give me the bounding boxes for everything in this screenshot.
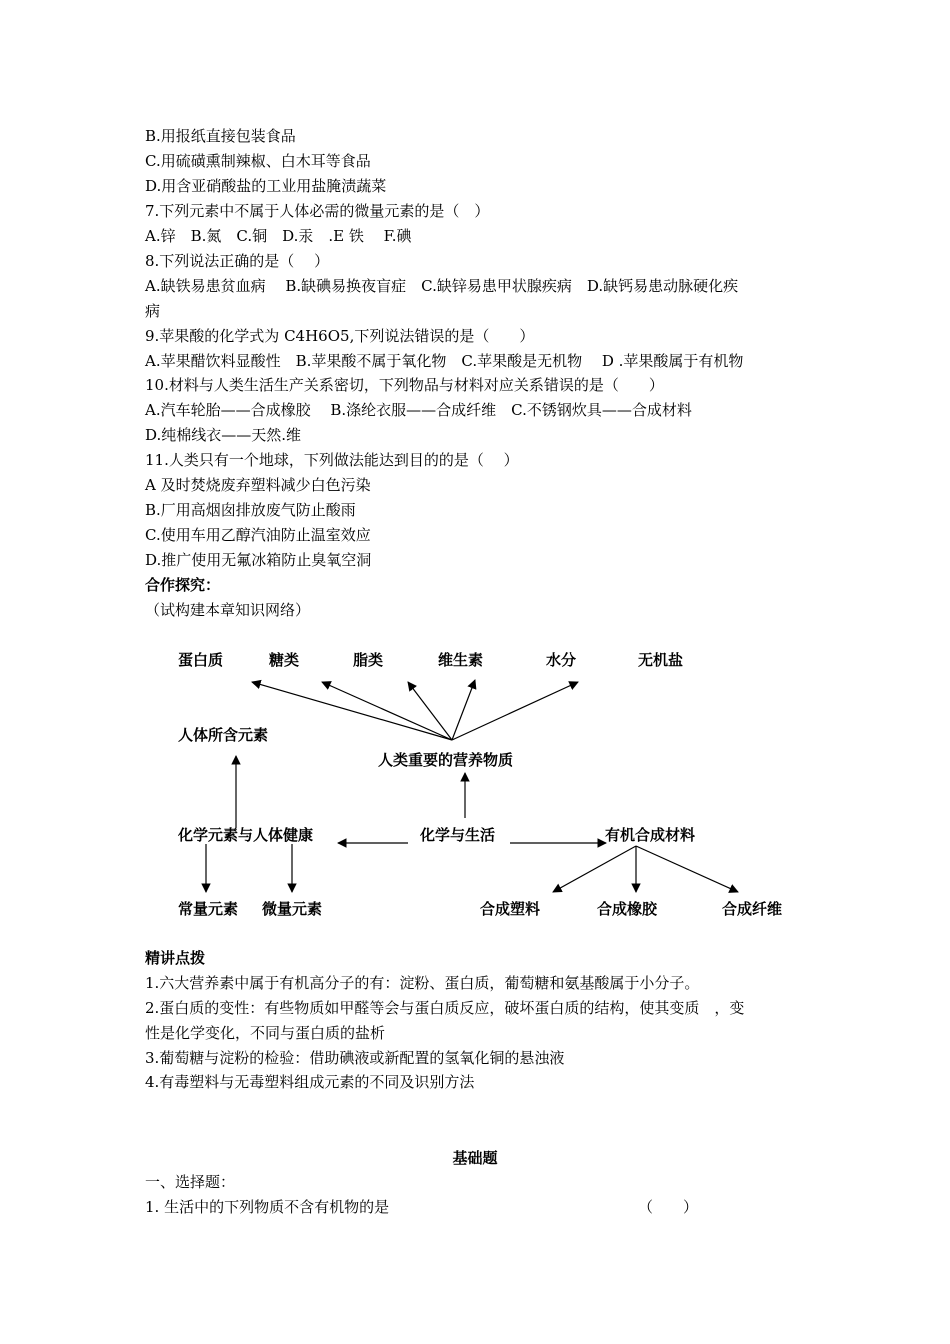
node-nutrition: 人类重要的营养物质	[378, 751, 514, 769]
question-1: 1. 生活中的下列物质不含有机物的是	[145, 1198, 390, 1216]
node-macro-elements: 常量元素	[178, 900, 239, 918]
question-8: 8.下列说法正确的是（ ）	[145, 252, 330, 270]
node-lipid: 脂类	[353, 651, 384, 669]
basic-subheading: 一、选择题：	[145, 1173, 236, 1191]
question-11: 11.人类只有一个地球，下列做法能达到目的的是（ ）	[145, 451, 519, 469]
node-micro-elements: 微量元素	[262, 900, 323, 918]
text-line: C.用硫磺熏制辣椒、白木耳等食品	[145, 152, 371, 170]
question-7: 7.下列元素中不属于人体必需的微量元素的是（ ）	[145, 202, 490, 220]
node-rubber: 合成橡胶	[597, 900, 658, 918]
node-fiber: 合成纤维	[722, 900, 783, 918]
key-point: 1.六大营养素中属于有机高分子的有：淀粉、蛋白质，葡萄糖和氨基酸属于小分子。	[145, 974, 700, 992]
text-line: C.使用车用乙醇汽油防止温室效应	[145, 526, 371, 544]
text-line: A.苹果醋饮料显酸性 B.苹果酸不属于氧化物 C.苹果酸是无机物 D .苹果酸属于有机物	[145, 352, 744, 370]
arrow-to-sugar	[322, 682, 452, 740]
node-health: 化学元素与人体健康	[178, 826, 314, 844]
arrow-to-fiber	[636, 846, 738, 892]
arrow-to-plastic	[553, 846, 636, 892]
section-heading-key: 精讲点拨	[145, 949, 206, 967]
section-heading-cooperate: 合作探究：	[145, 576, 221, 594]
basic-title: 基础题	[452, 1149, 498, 1167]
key-point: 4.有毒塑料与无毒塑料组成元素的不同及识别方法	[145, 1073, 475, 1091]
key-point: 3.葡萄糖与淀粉的检验：借助碘液或新配置的氢氧化铜的悬浊液	[145, 1049, 565, 1067]
key-point: 2.蛋白质的变性：有些物质如甲醛等会与蛋白质反应，破坏蛋白质的结构，使其变质 ，变	[145, 999, 745, 1017]
question-10: 10.材料与人类生活生产关系密切，下列物品与材料对应关系错误的是（ ）	[145, 376, 664, 394]
node-protein: 蛋白质	[178, 651, 224, 669]
node-center: 化学与生活	[420, 826, 496, 844]
answer-parentheses: （ ）	[638, 1198, 699, 1216]
question-9: 9.苹果酸的化学式为 C4H6O5,下列说法错误的是（ ）	[145, 327, 535, 345]
text-line: B.用报纸直接包装食品	[145, 127, 296, 145]
text-line: A.缺铁易患贫血病 B.缺碘易换夜盲症 C.缺锌易患甲状腺疾病 D.缺钙易患动脉硬化疾	[145, 277, 739, 295]
text-line: D.用含亚硝酸盐的工业用盐腌渍蔬菜	[145, 177, 387, 195]
node-organic-materials: 有机合成材料	[605, 826, 696, 844]
text-line: A 及时焚烧废弃塑料减少白色污染	[145, 476, 371, 494]
node-inorganic-salt: 无机盐	[638, 651, 684, 669]
text-line: D.推广使用无氟冰箱防止臭氧空洞	[145, 551, 372, 569]
text-line: A.汽车轮胎——合成橡胶 B.涤纶衣服——合成纤维 C.不锈钢炊具——合成材料	[145, 401, 692, 419]
section-note: （试构建本章知识网络）	[145, 601, 311, 619]
arrow-to-protein	[252, 682, 452, 740]
node-body-elements: 人体所含元素	[178, 726, 269, 744]
node-plastic: 合成塑料	[480, 900, 541, 918]
node-vitamin: 维生素	[438, 651, 484, 669]
node-sugar: 糖类	[269, 651, 300, 669]
arrow-to-lipid	[408, 682, 452, 740]
key-point: 性是化学变化，不同与蛋白质的盐析	[145, 1024, 386, 1042]
text-line: B.厂用高烟囱排放废气防止酸雨	[145, 501, 356, 519]
text-line: D.纯棉线衣——天然.维	[145, 426, 302, 444]
text-line: A.锌 B.氮 C.铜 D.汞 .E 铁 F.碘	[145, 227, 412, 245]
node-water: 水分	[546, 651, 577, 669]
text-line: 病	[145, 302, 161, 320]
